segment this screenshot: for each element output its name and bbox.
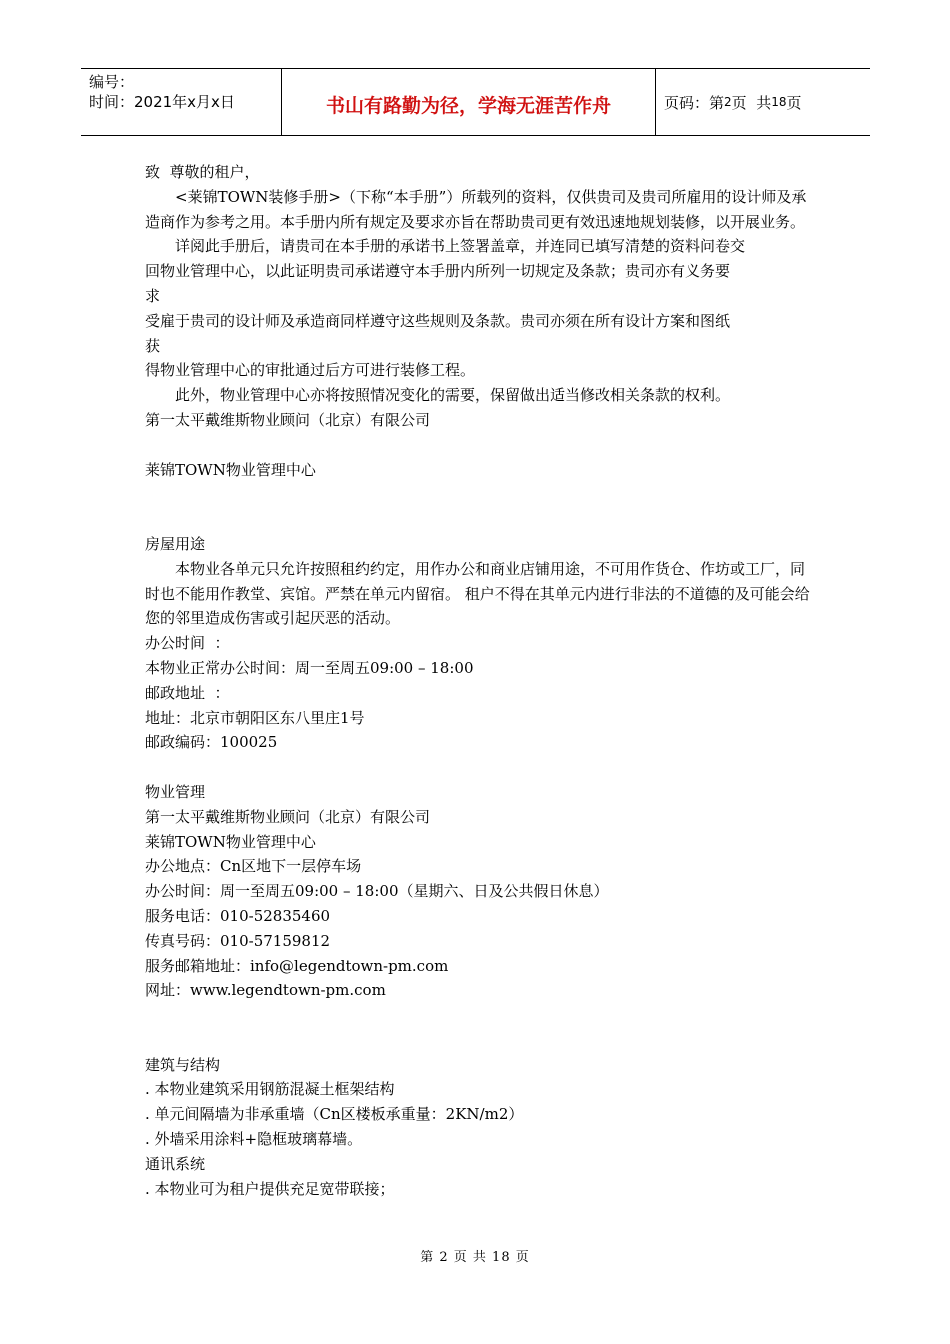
management-email: 服务邮箱地址：info@legendtown-pm.com — [145, 956, 449, 975]
review-paragraph-line: 求 — [145, 286, 161, 305]
postcode: 邮政编码：100025 — [145, 733, 278, 752]
management-hours: 办公时间：周一至周五09:00 – 18:00（星期六、日及公共假日休息） — [145, 882, 609, 901]
management-fax: 传真号码：010-57159812 — [145, 931, 331, 950]
structure-title: 建筑与结构 — [145, 1055, 221, 1074]
document-body — [145, 160, 810, 1201]
review-paragraph-line: 详阅此手册后，请贵司在本手册的承诺书上签署盖章，并连同已填写清楚的资料问卷交 — [175, 237, 746, 256]
header-page-prefix: 页码：第 — [664, 93, 725, 112]
office-hours: 本物业正常办公时间：周一至周五09:00 – 18:00 — [145, 658, 474, 677]
management-company: 第一太平戴维斯物业顾问（北京）有限公司 — [145, 807, 431, 826]
header-page-cell — [656, 69, 870, 135]
management-title: 物业管理 — [145, 782, 206, 801]
signature-company: 第一太平戴维斯物业顾问（北京）有限公司 — [145, 410, 431, 429]
header-page-total: 18 — [771, 95, 787, 109]
postal-label: 邮政地址 ： — [145, 683, 230, 702]
header-date: 时间：2021年x月x日 — [89, 93, 235, 111]
structure-item: . 本物业建筑采用钢筋混凝土框架结构 — [145, 1080, 395, 1099]
header-page-suffix: 页 — [786, 93, 802, 112]
header-motto: 书山有路勤为径，学海无涯苦作舟 — [325, 94, 611, 117]
office-hours-label: 办公时间 ： — [145, 634, 230, 653]
management-location: 办公地点：Cn区地下一层停车场 — [145, 857, 362, 876]
comms-title: 通讯系统 — [145, 1154, 206, 1173]
header-meta-cell — [81, 69, 282, 135]
usage-title: 房屋用途 — [145, 534, 206, 553]
intro-paragraph: <莱锦TOWN装修手册>（下称“本手册”）所载列的资料，仅供贵司及贵司所雇用的设计师及承造商作为参考之用。本手册内所有规定及要求亦旨在帮助贵司更有效迅速地规划装修，以开展业务。 — [145, 187, 807, 231]
review-paragraph-line: 回物业管理中心，以此证明贵司承诺遵守本手册内所列一切规定及条款；贵司亦有义务要 — [145, 262, 731, 281]
review-paragraph-line: 受雇于贵司的设计师及承造商同样遵守这些规则及条款。贵司亦须在所有设计方案和图纸 — [145, 311, 731, 330]
management-phone: 服务电话：010-52835460 — [145, 906, 331, 925]
page-header — [81, 68, 870, 136]
signature-center: 莱锦TOWN物业管理中心 — [145, 460, 316, 479]
review-paragraph-line: 得物业管理中心的审批通过后方可进行装修工程。 — [145, 361, 476, 380]
address: 地址：北京市朝阳区东八里庄1号 — [145, 708, 365, 727]
page-footer: 第 2 页 共 18 页 — [420, 1250, 530, 1265]
structure-item: . 单元间隔墙为非承重墙（Cn区楼板承重量：2KN/m2） — [145, 1105, 524, 1124]
rights-paragraph: 此外，物业管理中心亦将按照情况变化的需要，保留做出适当修改相关条款的权利。 — [175, 386, 731, 405]
usage-paragraph: 本物业各单元只允许按照租约约定，用作办公和商业店铺用途，不可用作货仓、作坊或工厂，同时也不能用作教堂、宾馆。严禁在单元内留宿。 租户不得在其单元内进行非法的不道德的及可能会给您的邻里造成伤害或引起厌恶的活动。 — [145, 559, 810, 628]
salutation: 致 尊敬的租户， — [145, 163, 260, 181]
header-motto-cell — [282, 69, 656, 135]
header-page-current: 2 — [724, 95, 732, 109]
header-page-mid: 页 共 — [731, 93, 772, 112]
header-code-label: 编号： — [89, 73, 135, 91]
comms-item: . 本物业可为租户提供充足宽带联接； — [145, 1179, 395, 1198]
management-center: 莱锦TOWN物业管理中心 — [145, 832, 316, 851]
review-paragraph-line: 获 — [145, 336, 161, 355]
management-website: 网址：www.legendtown-pm.com — [145, 981, 386, 1000]
structure-item: . 外墙采用涂料+隐框玻璃幕墙。 — [145, 1130, 363, 1149]
